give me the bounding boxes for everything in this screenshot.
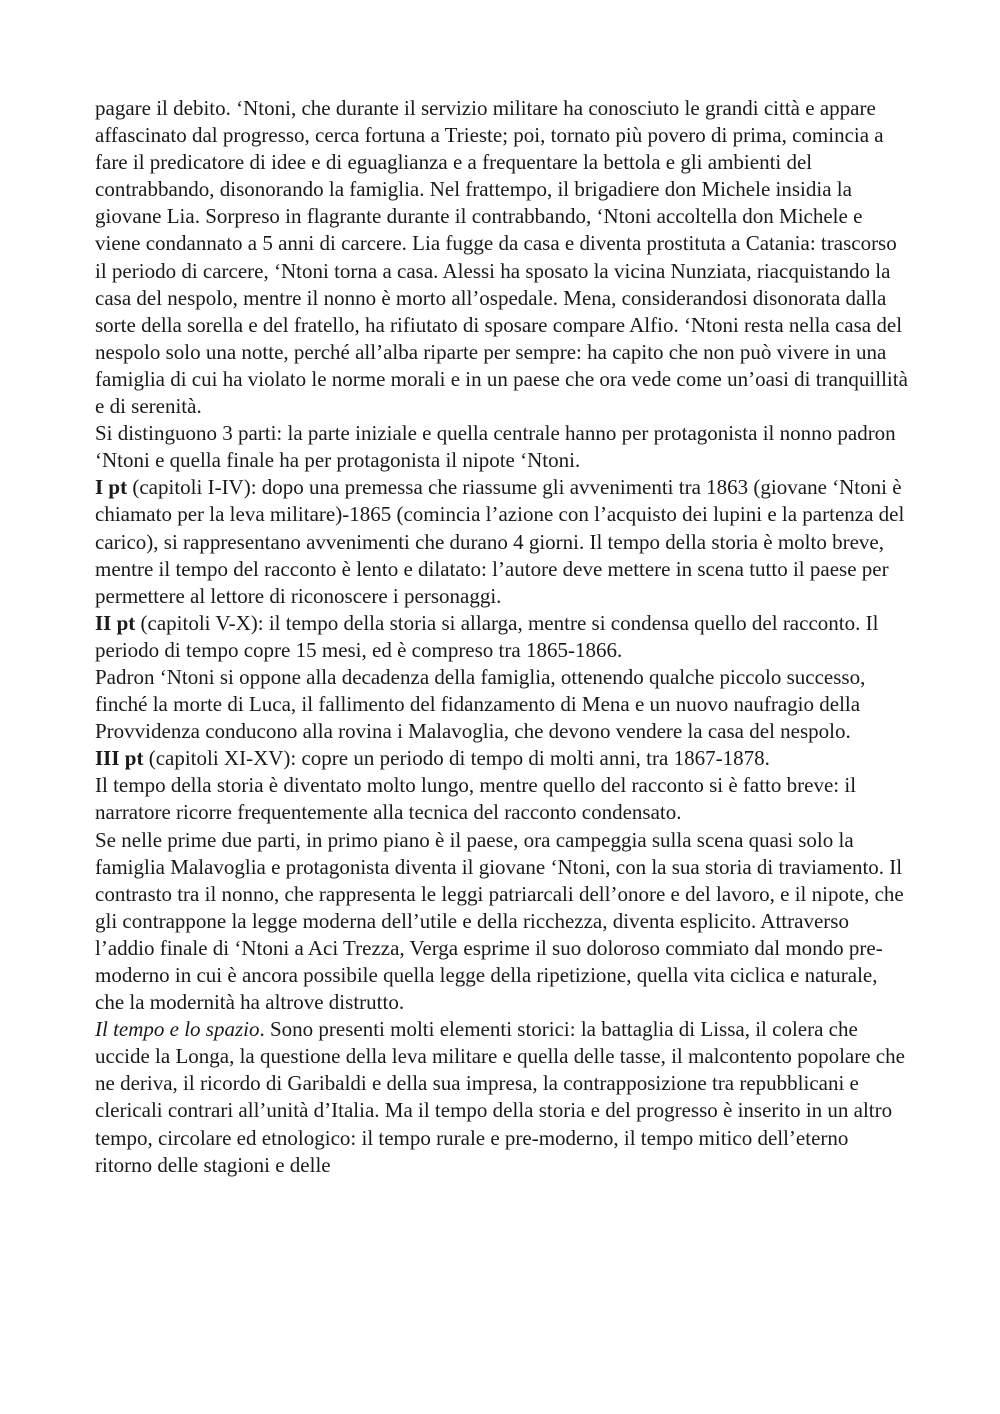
part-two-text: (capitoli V-X): il tempo della storia si allarga, mentre si condensa quello del racconto. Il periodo di tempo copre 15 mesi, ed è compreso tra 1865-1866. bbox=[95, 610, 879, 662]
paragraph-part-three bbox=[95, 745, 910, 772]
paragraph-structure-intro: Si distinguono 3 parti: la parte iniziale e quella centrale hanno per protagonista il nonno padron ‘Ntoni e quella finale ha per protagonista il nipote ‘Ntoni. bbox=[95, 421, 896, 473]
paragraph-time-and-space bbox=[95, 1016, 910, 1179]
part-one-label: I pt bbox=[95, 475, 128, 500]
paragraph-part-one bbox=[95, 474, 910, 609]
paragraph-part-three-time: Il tempo della storia è diventato molto lungo, mentre quello del racconto si è fatto breve: il narratore ricorre frequentemente alla tecnica del racconto condensato. bbox=[95, 773, 857, 825]
part-two-label: II pt bbox=[95, 610, 136, 635]
part-one-text: (capitoli I-IV): dopo una premessa che riassume gli avvenimenti tra 1863 (giovane ‘Ntoni è chiamato per la leva militare)-1865 (comincia l’azione con l’acquisto dei lupini e la partenza del carico), si rappresentano avvenimenti che durano 4 giorni. Il tempo della storia è molto breve, mentre il tempo del racconto è lento e dilatato: l’autore deve mettere in scena tutto il paese per permettere al lettore di riconoscere i personaggi. bbox=[95, 475, 905, 608]
time-space-text: . Sono presenti molti elementi storici: la battaglia di Lissa, il colera che uccide la Longa, la questione della leva militare e quella delle tasse, il malcontento popolare che ne deriva, il ricordo di Garibaldi e della sua impresa, la contrapposizione tra repubblicani e clericali contrari all’unità d’Italia. Ma il tempo della storia e del progresso è inserito in un altro tempo, circolare ed etnologico: il tempo rurale e pre-moderno, il tempo mitico dell’eterno ritorno delle stagioni e delle bbox=[95, 1017, 905, 1177]
paragraph-part-two bbox=[95, 610, 910, 664]
paragraph-part-three-detail: Se nelle prime due parti, in primo piano è il paese, ora campeggia sulla scena quasi solo la famiglia Malavoglia e protagonista diventa il giovane ‘Ntoni, con la sua storia di traviamento. Il contrasto tra il nonno, che rappresenta le leggi patriarcali dell’onore e del lavoro, e il nipote, che gli contrappone la legge moderna dell’utile e della ricchezza, diventa esplicito. Attraverso l’addio finale di ‘Ntoni a Aci Trezza, Verga esprime il suo doloroso commiato dal mondo pre-moderno in cui è ancora possibile quella legge della ripetizione, quella vita ciclica e naturale, che la modernità ha altrove distrutto. bbox=[95, 827, 904, 1015]
part-three-text: (capitoli XI-XV): copre un periodo di tempo di molti anni, tra 1867-1878. bbox=[143, 746, 770, 771]
paragraph-plot-ending: pagare il debito. ‘Ntoni, che durante il servizio militare ha conosciuto le grandi città e appare affascinato dal progresso, cerca fortuna a Trieste; poi, tornato più povero di prima, comincia a fare il predicatore di idee e di eguaglianza e a frequentare la bettola e gli ambienti del contrabbando, disonorando la famiglia. Nel frattempo, il brigadiere don Michele insidia la giovane Lia. Sorpreso in flagrante durante il contrabbando, ‘Ntoni accoltella don Michele e viene condannato a 5 anni di carcere. Lia fugge da casa e diventa prostituta a Catania: trascorso il periodo di carcere, ‘Ntoni torna a casa. Alessi ha sposato la vicina Nunziata, riacquistando la casa del nespolo, mentre il nonno è morto all’ospedale. Mena, considerandosi disonorata dalla sorte della sorella e del fratello, ha rifiutato di sposare compare Alfio. ‘Ntoni resta nella casa del nespolo solo una notte, perché all’alba riparte per sempre: ha capito che non può vivere in una famiglia di cui ha violato le norme morali e in un paese che ora vede come un’oasi di tranquillità e di serenità. bbox=[95, 96, 908, 419]
document-page bbox=[95, 95, 910, 1179]
part-three-label: III pt bbox=[95, 746, 144, 771]
paragraph-part-two-detail: Padron ‘Ntoni si oppone alla decadenza della famiglia, ottenendo qualche piccolo successo, finché la morte di Luca, il fallimento del fidanzamento di Mena e un nuovo naufragio della Provvidenza conducono alla rovina i Malavoglia, che devono vendere la casa del nespolo. bbox=[95, 664, 866, 744]
time-space-heading: Il tempo e lo spazio bbox=[95, 1017, 260, 1042]
